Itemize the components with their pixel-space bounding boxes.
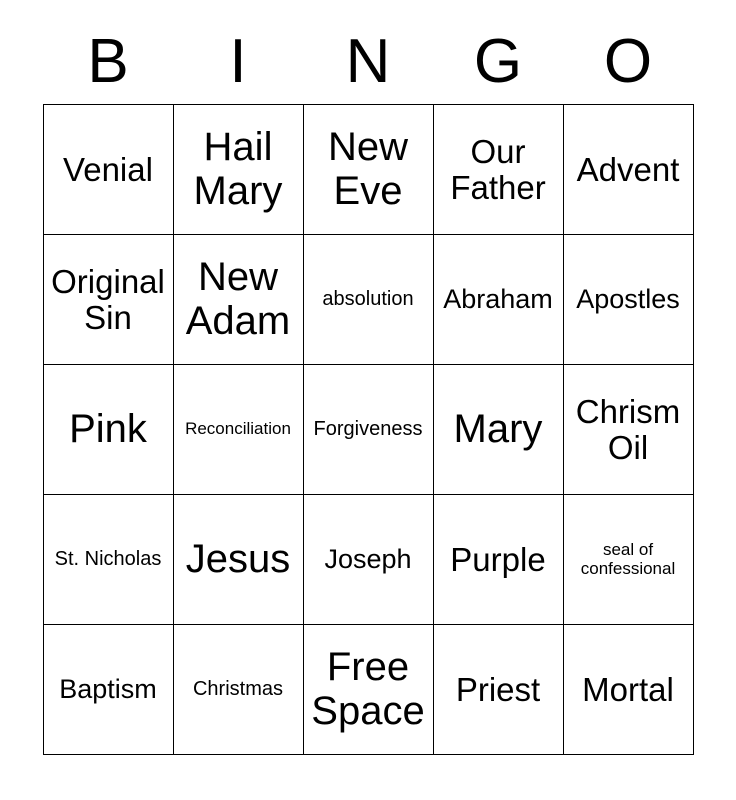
- bingo-cell[interactable]: Purple: [433, 495, 563, 625]
- bingo-row: [43, 365, 693, 495]
- bingo-cell[interactable]: St. Nicholas: [43, 495, 173, 625]
- header-letter-o: O: [603, 27, 653, 96]
- bingo-cell[interactable]: Mortal: [563, 625, 693, 755]
- bingo-row: [43, 625, 693, 755]
- bingo-row: [43, 105, 693, 235]
- header-letter-i: I: [229, 27, 247, 96]
- bingo-cell[interactable]: seal of confessional: [563, 495, 693, 625]
- bingo-cell[interactable]: Venial: [43, 105, 173, 235]
- bingo-cell[interactable]: Priest: [433, 625, 563, 755]
- bingo-cell[interactable]: Joseph: [303, 495, 433, 625]
- bingo-cell[interactable]: Chrism Oil: [563, 365, 693, 495]
- bingo-cell[interactable]: New Eve: [303, 105, 433, 235]
- bingo-grid: [43, 104, 694, 755]
- bingo-header: [43, 0, 693, 98]
- bingo-cell[interactable]: Reconciliation: [173, 365, 303, 495]
- bingo-cell[interactable]: Forgiveness: [303, 365, 433, 495]
- bingo-cell[interactable]: Apostles: [563, 235, 693, 365]
- bingo-cell[interactable]: Pink: [43, 365, 173, 495]
- header-letter-n: N: [345, 27, 391, 96]
- header-letter-g: G: [473, 27, 523, 96]
- bingo-cell[interactable]: Abraham: [433, 235, 563, 365]
- bingo-cell[interactable]: Hail Mary: [173, 105, 303, 235]
- bingo-row: [43, 235, 693, 365]
- bingo-cell[interactable]: Baptism: [43, 625, 173, 755]
- bingo-cell[interactable]: Original Sin: [43, 235, 173, 365]
- bingo-row: [43, 495, 693, 625]
- bingo-cell[interactable]: absolution: [303, 235, 433, 365]
- bingo-cell-free-space[interactable]: Free Space: [303, 625, 433, 755]
- header-letter-b: B: [87, 27, 129, 96]
- bingo-cell[interactable]: Jesus: [173, 495, 303, 625]
- bingo-cell[interactable]: Mary: [433, 365, 563, 495]
- bingo-cell[interactable]: Our Father: [433, 105, 563, 235]
- bingo-cell[interactable]: New Adam: [173, 235, 303, 365]
- bingo-cell[interactable]: Advent: [563, 105, 693, 235]
- bingo-cell[interactable]: Christmas: [173, 625, 303, 755]
